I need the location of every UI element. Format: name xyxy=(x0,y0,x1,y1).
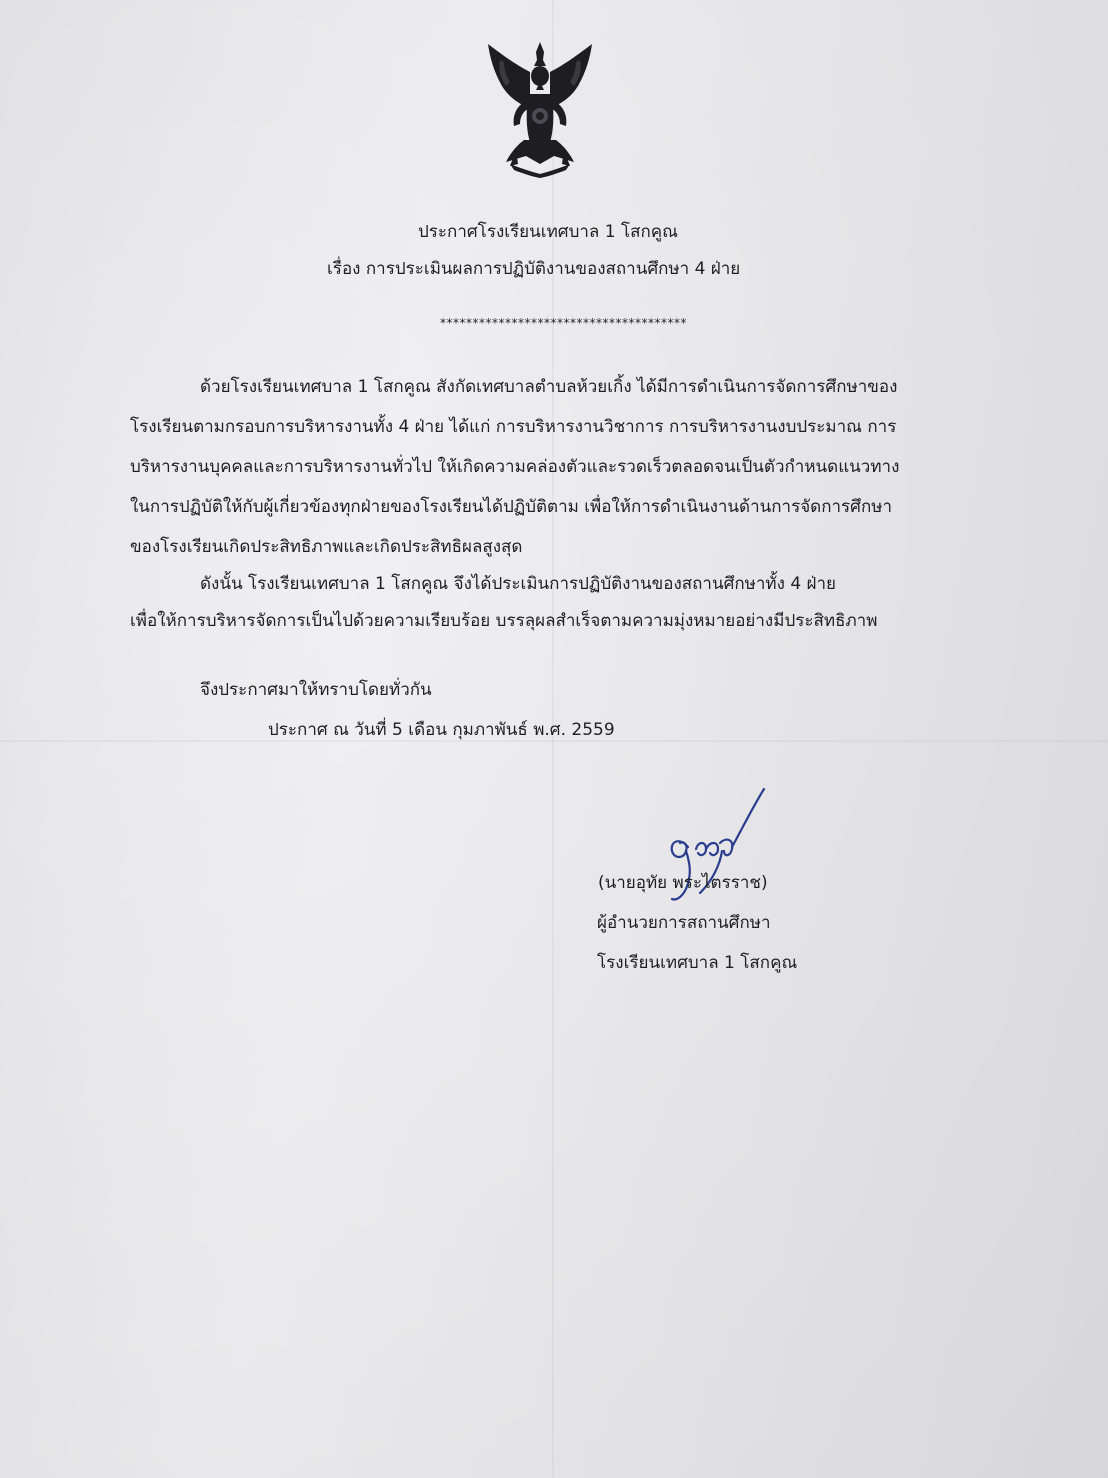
signatory-name: (นายอุทัย พระไตรราช) xyxy=(598,873,768,893)
document-subject: เรื่อง การประเมินผลการปฏิบัติงานของสถานศึกษา 4 ฝ่าย xyxy=(327,259,741,279)
body-line-1: ด้วยโรงเรียนเทศบาล 1 โสกคูณ สังกัดเทศบาลตำบลห้วยเกิ้ง ได้มีการดำเนินการจัดการศึกษาของ xyxy=(200,377,898,397)
separator-stars: ************************************** xyxy=(440,316,687,330)
closing-announcement: จึงประกาศมาให้ทราบโดยทั่วกัน xyxy=(200,680,432,700)
body-line-7: เพื่อให้การบริหารจัดการเป็นไปด้วยความเรียบร้อย บรรลุผลสำเร็จตามความมุ่งหมายอย่างมีประสิทธิภาพ xyxy=(130,611,878,631)
signatory-organization: โรงเรียนเทศบาล 1 โสกคูณ xyxy=(597,953,798,973)
garuda-emblem-icon xyxy=(480,38,600,178)
announcement-date: ประกาศ ณ วันที่ 5 เดือน กุมภาพันธ์ พ.ศ. 2559 xyxy=(268,720,615,740)
body-line-3: บริหารงานบุคคลและการบริหารงานทั่วไป ให้เกิดความคล่องตัวและรวดเร็วตลอดจนเป็นตัวกำหนดแนวทาง xyxy=(130,457,900,477)
handwritten-signature-icon xyxy=(640,785,780,915)
body-line-4: ในการปฏิบัติให้กับผู้เกี่ยวข้องทุกฝ่ายของโรงเรียนได้ปฏิบัติตาม เพื่อให้การดำเนินงานด้านการจัดการศึกษา xyxy=(130,497,893,517)
signatory-position: ผู้อำนวยการสถานศึกษา xyxy=(597,913,771,933)
body-line-2: โรงเรียนตามกรอบการบริหารงานทั้ง 4 ฝ่าย ได้แก่ การบริหารงานวิชาการ การบริหารงานงบประมาณ การ xyxy=(130,417,897,437)
body-line-5: ของโรงเรียนเกิดประสิทธิภาพและเกิดประสิทธิผลสูงสุด xyxy=(130,537,523,557)
body-line-6: ดังนั้น โรงเรียนเทศบาล 1 โสกคูณ จึงได้ประเมินการปฏิบัติงานของสถานศึกษาทั้ง 4 ฝ่าย xyxy=(200,574,837,594)
document-title: ประกาศโรงเรียนเทศบาล 1 โสกคูณ xyxy=(418,222,678,242)
